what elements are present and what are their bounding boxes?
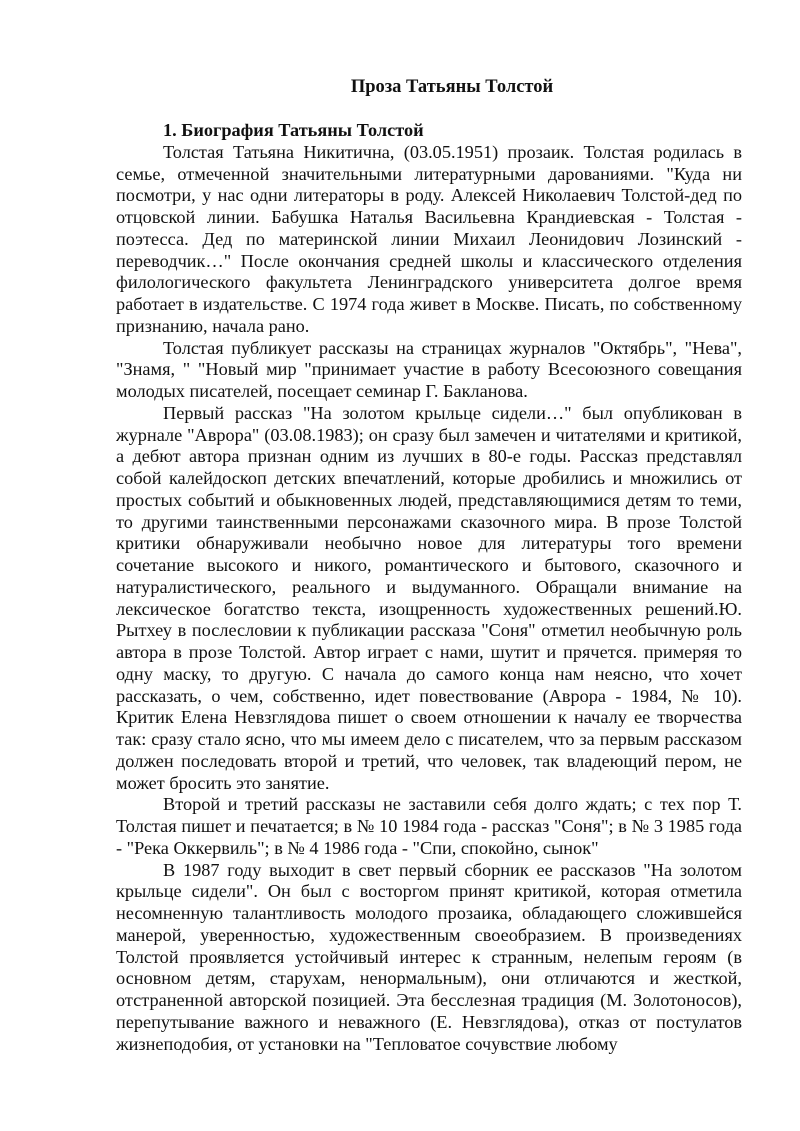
document-title: Проза Татьяны Толстой [350, 77, 554, 97]
document-body [116, 120, 742, 1055]
section-heading: 1. Биография Татьяны Толстой [163, 120, 424, 140]
paragraph-5: В 1987 году выходит в свет первый сборник ее рассказов "На золотом крыльце сидели". Он был с восторгом принят критикой, которая отметила несомненную талантливость молодого прозаика, обладающего сложившейся манерой, уверенностью, художественным своеобразием. В произведениях Толстой проявляется устойчивый интерес к странным, нелепым героям (в основном детям, старухам, ненормальным), они отличаются и жесткой, отстраненной авторской позицией. Эта бесслезная традиция (М. Золотоносов), перепутывание важного и неважного (Е. Невзглядова), отказ от постулатов жизнеподобия, от установки на "Тепловатое сочувствие любому [116, 859, 742, 1054]
paragraph-2: Толстая публикует рассказы на страницах журналов "Октябрь", "Нева", "Знамя, " "Новый мир "принимает участие в работу Всесоюзного совещания молодых писателей, посещает семинар Г. Бакланова. [116, 337, 742, 401]
paragraph-1: Толстая Татьяна Никитична, (03.05.1951) прозаик. Толстая родилась в семье, отмеченной значительными литературными дарованиями. "Куда ни посмотри, у нас одни литераторы в роду. Алексей Николаевич Толстой-дед по отцовской линии. Бабушка Наталья Васильевна Крандиевская - Толстая - поэтесса. Дед по материнской линии Михаил Леонидович Лозинский - переводчик…" После окончания средней школы и классического отделения филологического факультета Ленинградского университета долгое время работает в издательстве. С 1974 года живет в Москве. Писать, по собственному признанию, начала рано. [116, 141, 742, 336]
paragraph-4: Второй и третий рассказы не заставили себя долго ждать; с тех пор Т. Толстая пишет и печатается; в № 10 1984 года - рассказ "Соня"; в № 3 1985 года - "Река Оккервиль"; в № 4 1986 года - "Спи, спокойно, сынок" [116, 794, 742, 858]
paragraph-3: Первый рассказ "На золотом крыльце сидели…" был опубликован в журнале "Аврора" (03.08.1983); он сразу был замечен и читателями и критикой, а дебют автора признан одним из лучших в 80-е годы. Рассказ представлял собой калейдоскоп детских впечатлений, которые дробились и множились от простых событий и обыкновенных людей, представляющимися детям то теми, то другими таинственными персонажами сказочного мира. В прозе Толстой критики обнаруживали необычно новое для литературы того времени сочетание высокого и никого, романтического и бытового, сказочного и натуралистического, реального и выдуманного. Обращали внимание на лексическое богатство текста, изощренность художественных решений.Ю. Рытхеу в послесловии к публикации рассказа "Соня" отметил необычную роль автора в прозе Толстой. Автор играет с нами, шутит и прячется. примеряя то одну маску, то другую. С начала до самого конца нам неясно, что хочет рассказать, о чем, собственно, идет повествование (Аврора - 1984, № 10). Критик Елена Невзглядова пишет о своем отношении к началу ее творчества так: сразу стало ясно, что мы имеем дело с писателем, что за первым рассказом должен последовать второй и третий, что человек, так владеющий пером, не может бросить это занятие. [116, 402, 742, 793]
